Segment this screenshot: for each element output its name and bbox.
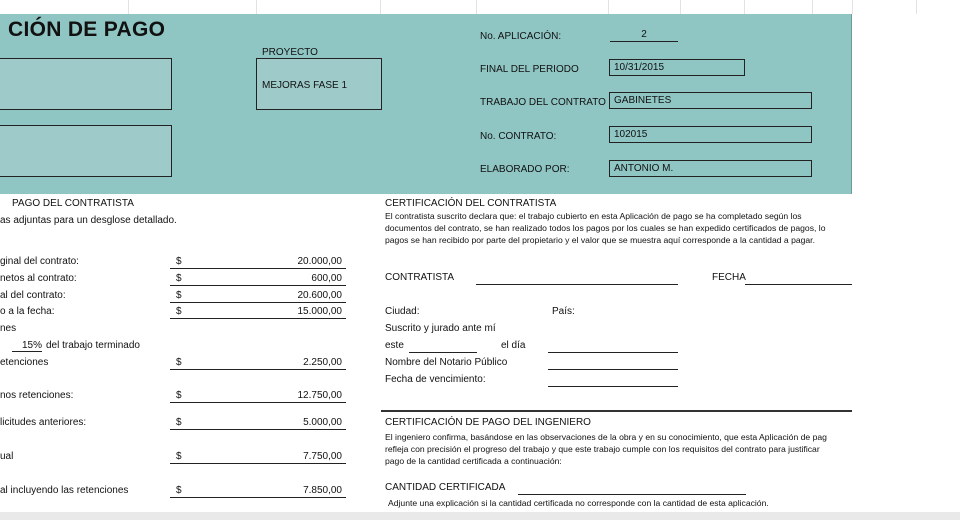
currency-symbol: $ [176,390,182,401]
grid-line [380,0,381,14]
sheet-outside-area [852,14,960,514]
vencimiento-line[interactable] [548,374,678,387]
no-contrato-field[interactable] [609,126,812,143]
trabajo-contrato-field[interactable] [609,92,812,109]
suscrito-label: Suscrito y jurado ante mí [385,323,496,334]
grid-line [256,0,257,14]
currency-symbol: $ [176,256,182,267]
pais-label: País: [552,306,575,317]
section-divider [381,410,852,412]
cert-contratista-heading: CERTIFICACIÓN DEL CONTRATISTA [385,198,557,209]
cert-ingeniero-line: El ingeniero confirma, basándose en las observaciones de la obra y en su conocimiento, que esta Aplicación de pag [385,432,827,442]
cert-contratista-line: documentos del contrato, se han realizado todos los pagos por los cuales se han expedido certificados de pagos, lo [385,223,826,233]
grid-line [128,0,129,14]
amount-value: 7.850,00 [303,485,342,496]
cantidad-line[interactable] [518,482,746,495]
contratista-label: CONTRATISTA [385,272,455,283]
left-row-amount-field[interactable] [170,290,346,303]
left-row-label: o a la fecha: [0,306,55,317]
currency-symbol: $ [176,357,182,368]
currency-symbol: $ [176,273,182,284]
notario-line[interactable] [548,357,678,370]
no-contrato-value: 102015 [614,129,648,140]
el-dia-line[interactable] [548,340,678,353]
cantidad-label: CANTIDAD CERTIFICADA [385,482,506,493]
fecha-line[interactable] [745,272,852,285]
grid-line [680,0,681,14]
left-row-amount-field[interactable] [170,273,346,286]
cert-contratista-line: El contratista suscrito declara que: el trabajo cubierto en esta Aplicación de pago se ha completado según los [385,211,802,221]
left-row-amount-field[interactable] [170,390,346,403]
cert-ingeniero-heading: CERTIFICACIÓN DE PAGO DEL INGENIERO [385,417,591,428]
left-row-label: al incluyendo las retenciones [0,485,129,496]
left-row-amount-field[interactable] [170,417,346,430]
fecha-label: FECHA [712,272,746,283]
left-row-label: etenciones [0,357,49,368]
vencimiento-label: Fecha de vencimiento: [385,374,486,385]
grid-line [916,0,917,14]
aplicacion-label: No. APLICACIÓN: [480,31,562,42]
left-heading: PAGO DEL CONTRATISTA [12,198,134,209]
amount-value: 20.600,00 [297,290,342,301]
trabajo-contrato-label: TRABAJO DEL CONTRATO [480,97,606,108]
contratista-sign-line[interactable] [476,272,678,285]
left-row-amount-field[interactable] [170,357,346,370]
cert-ingeniero-line: pago de la cantidad certificada a continuación: [385,456,562,466]
elaborado-por-label: ELABORADO POR: [480,164,570,175]
grid-line [852,0,853,14]
left-row-amount-field[interactable] [170,256,346,269]
amount-value: 7.750,00 [303,451,342,462]
trabajo-contrato-value: GABINETES [614,95,672,106]
left-row-label: ginal del contrato: [0,256,79,267]
left-row-amount-field[interactable] [170,306,346,319]
amount-value: 600,00 [311,273,342,284]
aplicacion-field[interactable] [610,29,678,42]
currency-symbol: $ [176,417,182,428]
cantidad-note: Adjunte una explicación si la cantidad certificada no corresponde con la cantidad de esta aplicación. [388,498,769,508]
proyecto-box[interactable] [256,58,382,110]
grid-line [608,0,609,14]
left-row-percent[interactable]: 15% [12,340,42,352]
left-row-label-text: del trabajo terminado [46,340,140,351]
bottom-scrollbar[interactable] [0,512,960,520]
owner-box[interactable] [0,58,172,110]
amount-value: 2.250,00 [303,357,342,368]
final-periodo-value: 10/31/2015 [614,62,665,73]
page-title: CIÓN DE PAGO [8,18,166,41]
notario-label: Nombre del Notario Público [385,357,508,368]
left-row-label: al del contrato: [0,290,66,301]
amount-value: 12.750,00 [297,390,342,401]
este-label: este [385,340,404,351]
cert-ingeniero-text [385,431,853,467]
proyecto-label: PROYECTO [262,47,318,58]
cert-contratista-line: pagos se han recibido por parte del propietario y el valor que se muestra aquí corresponde a la cantidad a pagar. [385,235,815,245]
left-row-label: netos al contrato: [0,273,77,284]
final-periodo-label: FINAL DEL PERIODO [480,64,579,75]
left-row-label: nos retenciones: [0,390,74,401]
proyecto-value: MEJORAS FASE 1 [262,80,348,91]
elaborado-por-field[interactable] [609,160,812,177]
currency-symbol: $ [176,451,182,462]
este-line[interactable] [409,340,477,353]
cert-ingeniero-line: refleja con precisión el progreso del trabajo y que este trabajo cumple con los requisitos del contrato para justificar [385,444,820,454]
left-row-amount-field[interactable] [170,451,346,464]
cert-contratista-text [385,210,853,246]
grid-line [744,0,745,14]
elaborado-por-value: ANTONIO M. [614,163,674,174]
no-contrato-label: No. CONTRATO: [480,131,557,142]
amount-value: 5.000,00 [303,417,342,428]
aplicacion-value: 2 [641,29,647,40]
left-row-label: licitudes anteriores: [0,417,87,428]
left-row-label: nes [0,323,17,334]
amount-value: 20.000,00 [297,256,342,267]
grid-line [812,0,813,14]
left-row-label [0,340,140,352]
amount-value: 15.000,00 [297,306,342,317]
currency-symbol: $ [176,306,182,317]
left-row-amount-field[interactable] [170,485,346,498]
sheet-grid-strip [0,0,960,14]
ciudad-label: Ciudad: [385,306,420,317]
currency-symbol: $ [176,290,182,301]
final-periodo-field[interactable] [609,59,745,76]
grid-line [476,0,477,14]
left-subtitle: as adjuntas para un desglose detallado. [0,215,177,226]
currency-symbol: $ [176,485,182,496]
contractor-box[interactable] [0,125,172,177]
el-dia-label: el día [501,340,526,351]
left-row-label: ual [0,451,14,462]
